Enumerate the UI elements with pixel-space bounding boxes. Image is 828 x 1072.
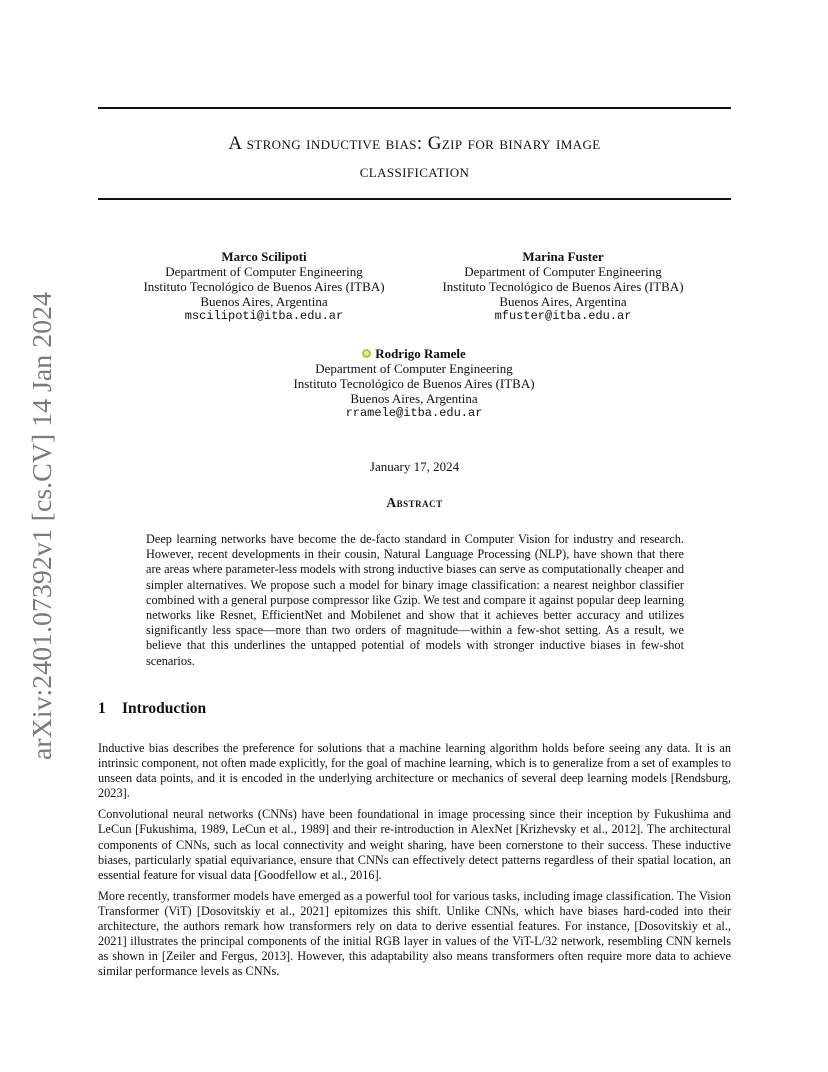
arxiv-identifier-text: arXiv:2401.07392v1 [cs.CV] 14 Jan 2024 <box>27 307 57 760</box>
author-block-2 <box>427 249 699 324</box>
author-name-row <box>278 346 550 361</box>
section-title: Introduction <box>122 700 207 717</box>
author-name: Marina Fuster <box>522 249 604 264</box>
author-name: Marco Scilipoti <box>221 249 307 264</box>
author-name: Rodrigo Ramele <box>375 346 466 361</box>
paper-title-line-2: classification <box>359 161 470 182</box>
abstract-heading: Abstract <box>386 495 443 510</box>
paper-date: January 17, 2024 <box>369 459 460 474</box>
author-institution: Instituto Tecnológico de Buenos Aires (ITBA) <box>442 279 684 294</box>
abstract-text: Deep learning networks have become the de-facto standard in Computer Vision for industry and research. However, recent developments in their cousin, Natural Language Processing (NLP), have shown that there are areas where parameter-less models with strong inductive biases can serve as computationally cheaper and simpler alternatives. We propose such a model for binary image classification: a nearest neighbor classifier combined with a general purpose compressor like Gzip. We test and compare it against popular deep learning networks like Resnet, EfficientNet and Mobilenet and show that it achieves better accuracy and utilizes significantly less space—more than two orders of magnitude—within a few-shot setting. As a result, we believe that this underlines the untapped potential of models with stronger inductive biases in few-shot scenarios. <box>146 532 684 668</box>
title-rule-top <box>98 107 731 109</box>
author-block-1 <box>128 249 400 324</box>
paper-title <box>98 130 731 186</box>
author-email[interactable]: mscilipoti@itba.edu.ar <box>184 309 344 323</box>
section-number: 1 <box>98 700 106 717</box>
author-email[interactable]: mfuster@itba.edu.ar <box>494 309 632 323</box>
paper-title-line-1: A strong inductive bias: Gzip for binary image <box>228 133 601 154</box>
orcid-icon[interactable] <box>362 349 371 358</box>
author-institution: Instituto Tecnológico de Buenos Aires (ITBA) <box>293 376 535 391</box>
author-department: Department of Computer Engineering <box>315 361 513 376</box>
author-institution: Instituto Tecnológico de Buenos Aires (ITBA) <box>143 279 385 294</box>
title-rule-bottom <box>98 198 731 200</box>
author-department: Department of Computer Engineering <box>464 264 662 279</box>
section-body <box>98 741 731 985</box>
author-location: Buenos Aires, Argentina <box>499 294 627 309</box>
author-block-3 <box>278 346 550 421</box>
author-department: Department of Computer Engineering <box>165 264 363 279</box>
author-location: Buenos Aires, Argentina <box>200 294 328 309</box>
author-email[interactable]: rramele@itba.edu.ar <box>345 406 483 420</box>
body-paragraph: More recently, transformer models have emerged as a powerful tool for various tasks, including image classification. The Vision Transformer (ViT) [Dosovitskiy et al., 2021] epitomizes this shift. Unlike CNNs, which have biases hard-coded into their architecture, the authors remark how transformers rely on data to derive essential features. For instance, [Dosovitskiy et al., 2021] illustrates the principal components of the initial RGB layer in values of the ViT-L/32 network, resembling CNN kernels as shown in [Zeiler and Fergus, 2013]. However, this adaptability also means transformers often require more data to achieve similar performance levels as CNNs. <box>98 888 731 979</box>
section-heading <box>98 700 206 718</box>
arxiv-identifier <box>21 290 57 760</box>
author-location: Buenos Aires, Argentina <box>350 391 478 406</box>
body-paragraph: Convolutional neural networks (CNNs) have been foundational in image processing since their inception by Fukushima and LeCun [Fukushima, 1989, LeCun et al., 1989] and their re-introduction in AlexNet [Krizhevsky et al., 2012]. The architectural components of CNNs, such as local connectivity and weight sharing, have been cornerstone to their success. These inductive biases, particularly spatial equivariance, ensure that CNNs can effectively detect patterns regardless of their spatial location, an essential feature for visual data [Goodfellow et al., 2016]. <box>98 807 731 882</box>
body-paragraph: Inductive bias describes the preference for solutions that a machine learning algorithm holds before seeing any data. It is an intrinsic component, not often made explicitly, for the goal of machine learning, which is to generalize from a set of examples to unseen data points, and it is encoded in the underlying architecture or mechanics of several deep learning models [Rendsburg, 2023]. <box>98 741 731 801</box>
